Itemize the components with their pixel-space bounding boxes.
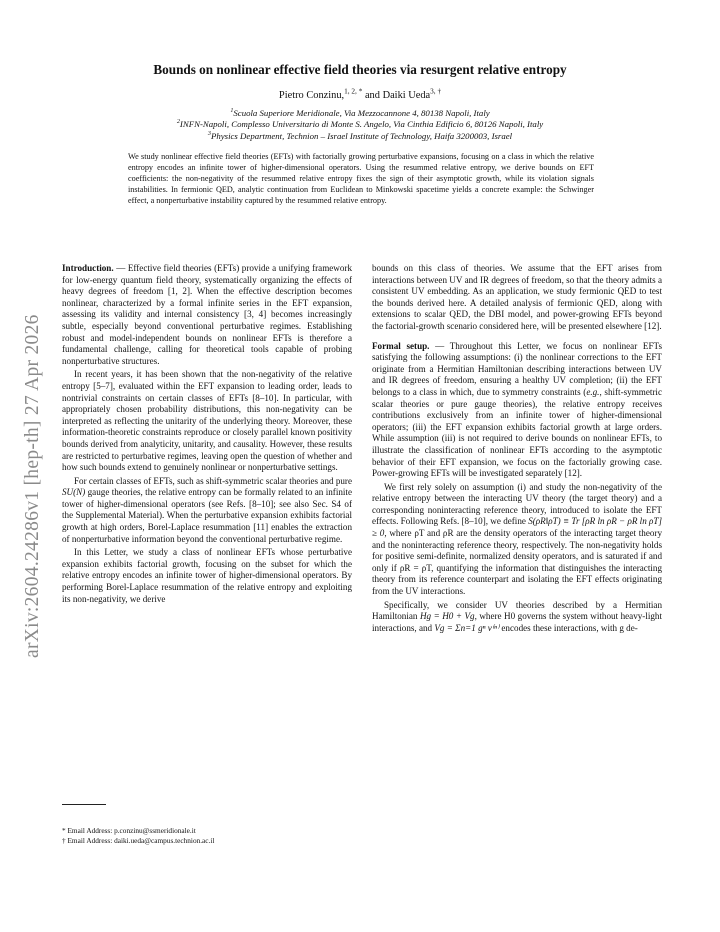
left-p3-text-a: For certain classes of EFTs, such as shift-symmetric scalar theories and pure [74, 475, 352, 486]
right-p4-text-a: Specifically, we consider UV theories described by a Hermitian Hamiltonian [372, 599, 662, 622]
footnote-2: † Email Address: daiki.ueda@campus.technion.ac.il [62, 836, 215, 846]
left-paragraph-4: In this Letter, we study a class of nonlinear EFTs whose perturbative expansion exhibits factorial growth, focusing on the subset for which the relative entropy encodes an infinite tower of higher-dimensional operators. By performing Borel-Laplace resummation of the relative entropy and exploiting its non-negativity, we derive [62, 547, 352, 604]
left-paragraph-2: In recent years, it has been shown that the non-negativity of the relative entropy [5–7], evaluated within the EFT expansion to leading order, leads to nontrivial constraints on certain classes of EFTs [8–10]. In particular, with appropriately chosen probability distributions, this non-negativity can be interpreted as reflecting the unitarity of the underlying theory. Moreover, these information-theoretic constraints reproduce or closely parallel known positivity bounds derived from analyticity, unitarity, and causality. However, these results are restricted to perturbative regimes, leaving open the question of whether and how such bounds extend to genuinely nonlinear or nonperturbative settings. [62, 369, 352, 473]
footnote-rule [62, 804, 106, 805]
setup-text-a: — Throughout this Letter, we focus on nonlinear EFTs satisfying the following assumptions: (i) the nonlinear corrections to the EFT originate from a Hermitian Hamiltonian describing interactions between UV and IR degrees of freedom, ensuring a healthy UV completion; (ii) the EFT belongs to a class in which, due to symmetry constraints ( [372, 340, 662, 397]
abstract: We study nonlinear effective field theories (EFTs) with factorially growing perturbative expansions, focusing on a class in which the relative entropy encodes an infinite tower of higher-dimensional operators. Using the resummed relative entropy, we derive bounds on EFT coefficients: the non-negativity of the resummed relative entropy fixes the sign of their asymptotic growth, while its violation signals instabilities. In fermionic QED, analytic continuation from Euclidean to Minkowski spacetime yields a concrete example: the Schwinger effect, a nonperturbative instability captured by the resummed relative entropy. [128, 152, 594, 205]
right-paragraph-1: bounds on this class of theories. We assume that the EFT arises from interactions between UV and IR degrees of freedom, so that the theory admits a consistent UV embedding. As an application, we study fermionic QED to test the bounds derived here. A detailed analysis of fermionic QED, along with extensions to scalar QED, the DBI model, and power-growing EFTs beyond the factorial-growth scenario considered here, will be presented elsewhere [12]. [372, 263, 662, 331]
footnotes [62, 826, 362, 847]
interaction-equation: Vg = Σn=1 gⁿ v⁽ⁿ⁾ [434, 622, 500, 633]
setup-paragraph [372, 341, 662, 480]
intro-paragraph [62, 263, 352, 367]
author-2: Daiki Ueda [382, 90, 431, 101]
left-p3-text-b: gauge theories, the relative entropy can be formally related to an infinite tower of higher-dimensional operators (see Refs. [8–10]; see also Sec. S4 of the Supplemental Material). When the perturbative expansion exhibits factorial growth at high orders, Borel-Laplace resummation [11] enables the extraction of nonperturbative information beyond the conventional perturbative regime. [62, 487, 352, 544]
affiliation-1-number: 1 [230, 108, 234, 115]
author-1: Pietro Conzinu, [278, 90, 345, 101]
and-word: and [364, 90, 380, 101]
author-2-marks: 3, † [430, 87, 442, 96]
right-column [372, 263, 662, 636]
affiliation-3-number: 3 [207, 130, 211, 137]
left-column [62, 263, 352, 607]
left-paragraph-3 [62, 476, 352, 546]
author-1-marks: 1, 2, * [344, 87, 363, 96]
setup-heading: Formal setup. [372, 340, 430, 351]
intro-text: — Effective field theories (EFTs) provide a unifying framework for low-energy quantum field theory, systematically organizing the effects of heavy degrees of freedom [1, 2]. When the effective description becomes nonlinear, characterized by a formal infinite series in the EFT expansion, assessing its validity and internal consistency [3, 4] becomes increasingly subtle, especially beyond conventional perturbative regimes. Establishing robust and model-independent bounds on nonlinear EFTs is therefore a fundamental challenge, calling for theoretical tools capable of probing nonperturbative structures. [62, 263, 352, 366]
paper-title: Bounds on nonlinear effective field theories via resurgent relative entropy [153, 62, 567, 77]
relative-entropy-equation: S(ρR‖ρT) ≡ Tr [ρR ln ρR − ρR ln ρT] ≥ 0 [372, 516, 662, 539]
left-p3-math: SU(N) [62, 487, 86, 498]
affiliation-2-text: INFN-Napoli, Complesso Universitario di Monte S. Angelo, Via Cinthia Edificio 6, 80126 Napoli, Italy [179, 119, 544, 130]
right-p4-text-c: encodes these interactions, with g de- [499, 622, 638, 633]
right-p4-text-b: , where H0 governs the system without heavy-light interactions, and [372, 611, 663, 633]
intro-heading: Introduction. [62, 263, 114, 273]
footnote-1: * Email Address: p.conzinu@ssmeridionale.it [62, 826, 196, 835]
right-paragraph-3 [372, 482, 662, 598]
affiliation-3 [60, 131, 660, 142]
setup-text-b: , shift-symmetric scalar theories or pure gauge theories), the relative entropy receives contributions exclusively from an infinite tower of higher-dimensional operators; (iii) the EFT expansion exhibits factorial growth at large orders. While assumption (iii) is not required to derive bounds on nonlinear EFTs, to illustrate the classification of nonlinear EFTs according to the asymptotic behavior of their EFT expansion, we focus on the factorially growing case. Power-growing EFTs will be investigated separately [12]. [372, 386, 662, 479]
affiliation-1-text: Scuola Superiore Meridionale, Via Mezzocannone 4, 80138 Napoli, Italy [233, 108, 490, 118]
right-p3-text-b: , where ρT and ρR are the density operators of the interacting target theory and the noninteracting reference theory, respectively. The non-negativity holds for positive semi-definite, normalized density operators, and is saturated if and only if ρR = ρT, quantifying the information that distinguishes the interacting theory from its reference counterpart and isolating the EFT effects originating from the UV interactions. [372, 528, 663, 597]
right-paragraph-4 [372, 600, 662, 635]
affiliation-2-number: 2 [176, 119, 180, 126]
affiliations [60, 108, 660, 142]
affiliation-1 [60, 108, 660, 119]
affiliation-3-text: Physics Department, Technion – Israel Institute of Technology, Haifa 3200003, Israel [210, 130, 513, 141]
author-line [60, 87, 660, 101]
right-p3-text-a: We first rely solely on assumption (i) and study the non-negativity of the relative entropy between the interacting UV theory (the target theory) and a corresponding noninteracting reference theory, introduced to isolate the EFT effects. Following Refs. [8–10], we define [372, 481, 662, 527]
setup-eg: e.g. [586, 386, 600, 397]
affiliation-2 [60, 119, 660, 130]
hamiltonian-equation: Hg = H0 + Vg [419, 611, 475, 622]
arxiv-identifier: arXiv:2604.24286v1 [hep-th] 27 Apr 2026 [22, 314, 43, 658]
